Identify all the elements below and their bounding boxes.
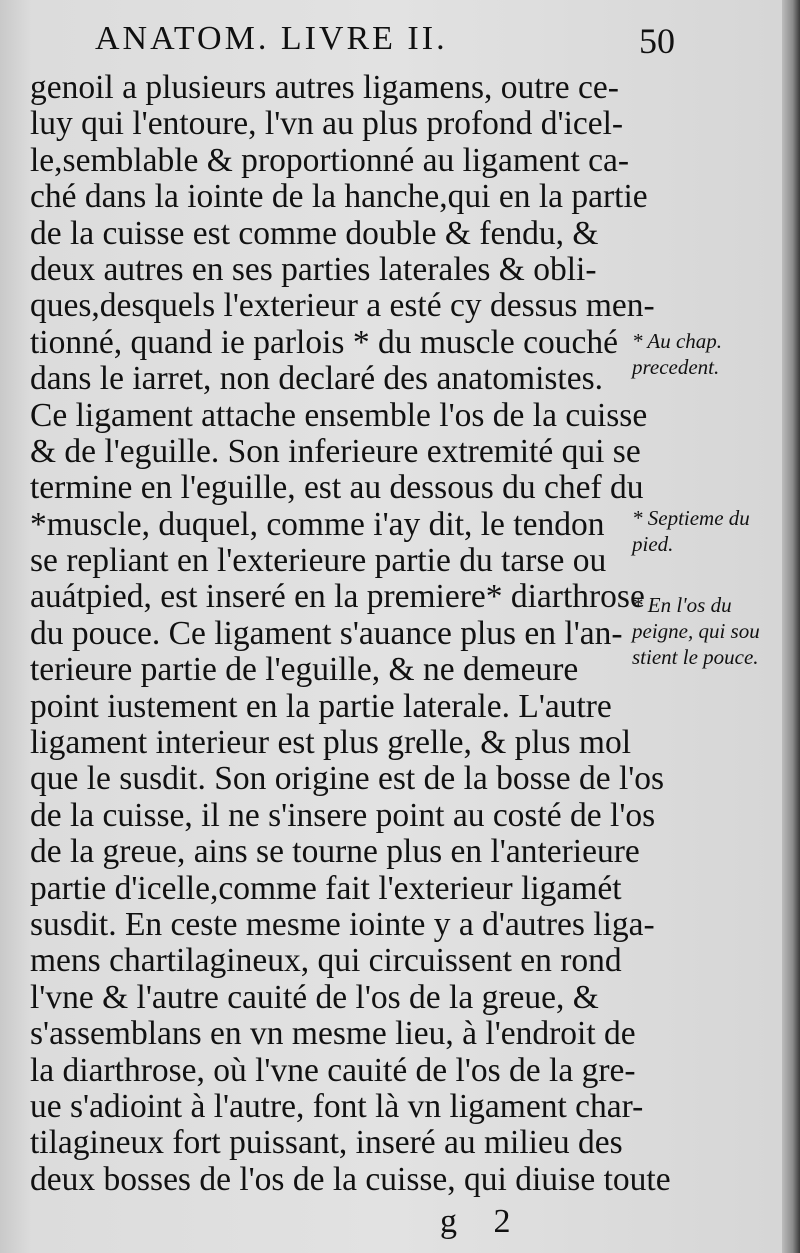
margin-note-line: pied. bbox=[632, 532, 674, 556]
margin-note-line: * Au chap. bbox=[632, 329, 723, 353]
text-line: du pouce. Ce ligament s'auance plus en l'an- bbox=[30, 614, 623, 652]
margin-note-foot-muscle bbox=[632, 505, 782, 557]
text-line: *muscle, duquel, comme i'ay dit, le tendon bbox=[30, 505, 605, 543]
text-line: termine en l'eguille, est au dessous du chef du bbox=[30, 469, 644, 507]
text-line: point iustement en la partie laterale. L'autre bbox=[30, 687, 612, 725]
margin-note-line: precedent. bbox=[632, 355, 720, 379]
text-line: susdit. En ceste mesme iointe y a d'autres liga- bbox=[30, 905, 655, 943]
margin-note-thumb-bone bbox=[632, 592, 782, 670]
text-line: tionné, quand ie parlois * du muscle couché bbox=[30, 323, 618, 361]
text-line: Ce ligament attache ensemble l'os de la cuisse bbox=[30, 396, 648, 434]
text-line: mens chartilagineux, qui circuissent en rond bbox=[30, 942, 622, 980]
main-text-block bbox=[30, 69, 671, 1198]
text-line: de la greue, ains se tourne plus en l'anterieure bbox=[30, 833, 640, 871]
text-line: ue s'adioint à l'autre, font là vn ligament char- bbox=[30, 1087, 644, 1125]
page-header bbox=[95, 20, 675, 64]
text-line: & de l'eguille. Son inferieure extremité qui se bbox=[30, 432, 641, 470]
text-line: que le susdit. Son origine est de la bosse de l'os bbox=[30, 760, 665, 798]
text-line: partie d'icelle,comme fait l'exterieur ligamét bbox=[30, 869, 622, 907]
text-line: se repliant en l'exterieure partie du tarse ou bbox=[30, 542, 607, 580]
text-line: auátpied, est inseré en la premiere* diarthrose bbox=[30, 578, 645, 616]
text-line: deux bosses de l'os de la cuisse, qui diuise toute bbox=[30, 1160, 671, 1198]
signature-mark: g 2 bbox=[440, 1203, 525, 1240]
running-head: ANATOM. LIVRE II. bbox=[95, 20, 448, 57]
margin-note-chapter-ref bbox=[632, 328, 782, 380]
text-line: dans le iarret, non declaré des anatomistes. bbox=[30, 360, 604, 398]
margin-note-line: peigne, qui sou bbox=[632, 619, 760, 643]
text-line: l'vne & l'autre cauité de l'os de la greue, & bbox=[30, 978, 599, 1016]
margin-note-line: stient le pouce. bbox=[632, 645, 759, 669]
text-line: de la cuisse, il ne s'insere point au costé de l'os bbox=[30, 796, 656, 834]
text-line: terieure partie de l'eguille, & ne demeure bbox=[30, 651, 579, 689]
text-line: tilagineux fort puissant, inseré au milieu des bbox=[30, 1124, 623, 1162]
text-line: luy qui l'entoure, l'vn au plus profond d'icel- bbox=[30, 105, 624, 143]
text-line: le,semblable & proportionné au ligament ca- bbox=[30, 141, 630, 179]
text-line: la diarthrose, où l'vne cauité de l'os de la gre- bbox=[30, 1051, 636, 1089]
page-number: 50 bbox=[639, 21, 675, 61]
text-line: ques,desquels l'exterieur a esté cy dessus men- bbox=[30, 287, 655, 325]
text-line: genoil a plusieurs autres ligamens, outre ce- bbox=[30, 69, 619, 106]
text-line: deux autres en ses parties laterales & obli- bbox=[30, 250, 597, 288]
text-line: de la cuisse est comme double & fendu, & bbox=[30, 214, 599, 252]
page-edge bbox=[782, 0, 800, 1253]
text-line: ligament interieur est plus grelle, & plus mol bbox=[30, 724, 632, 762]
text-line: s'assemblans en vn mesme lieu, à l'endroit de bbox=[30, 1015, 636, 1053]
text-line: ché dans la iointe de la hanche,qui en la partie bbox=[30, 178, 648, 216]
margin-note-line: * Septieme du bbox=[632, 506, 750, 530]
margin-note-line: * En l'os du bbox=[632, 593, 732, 617]
